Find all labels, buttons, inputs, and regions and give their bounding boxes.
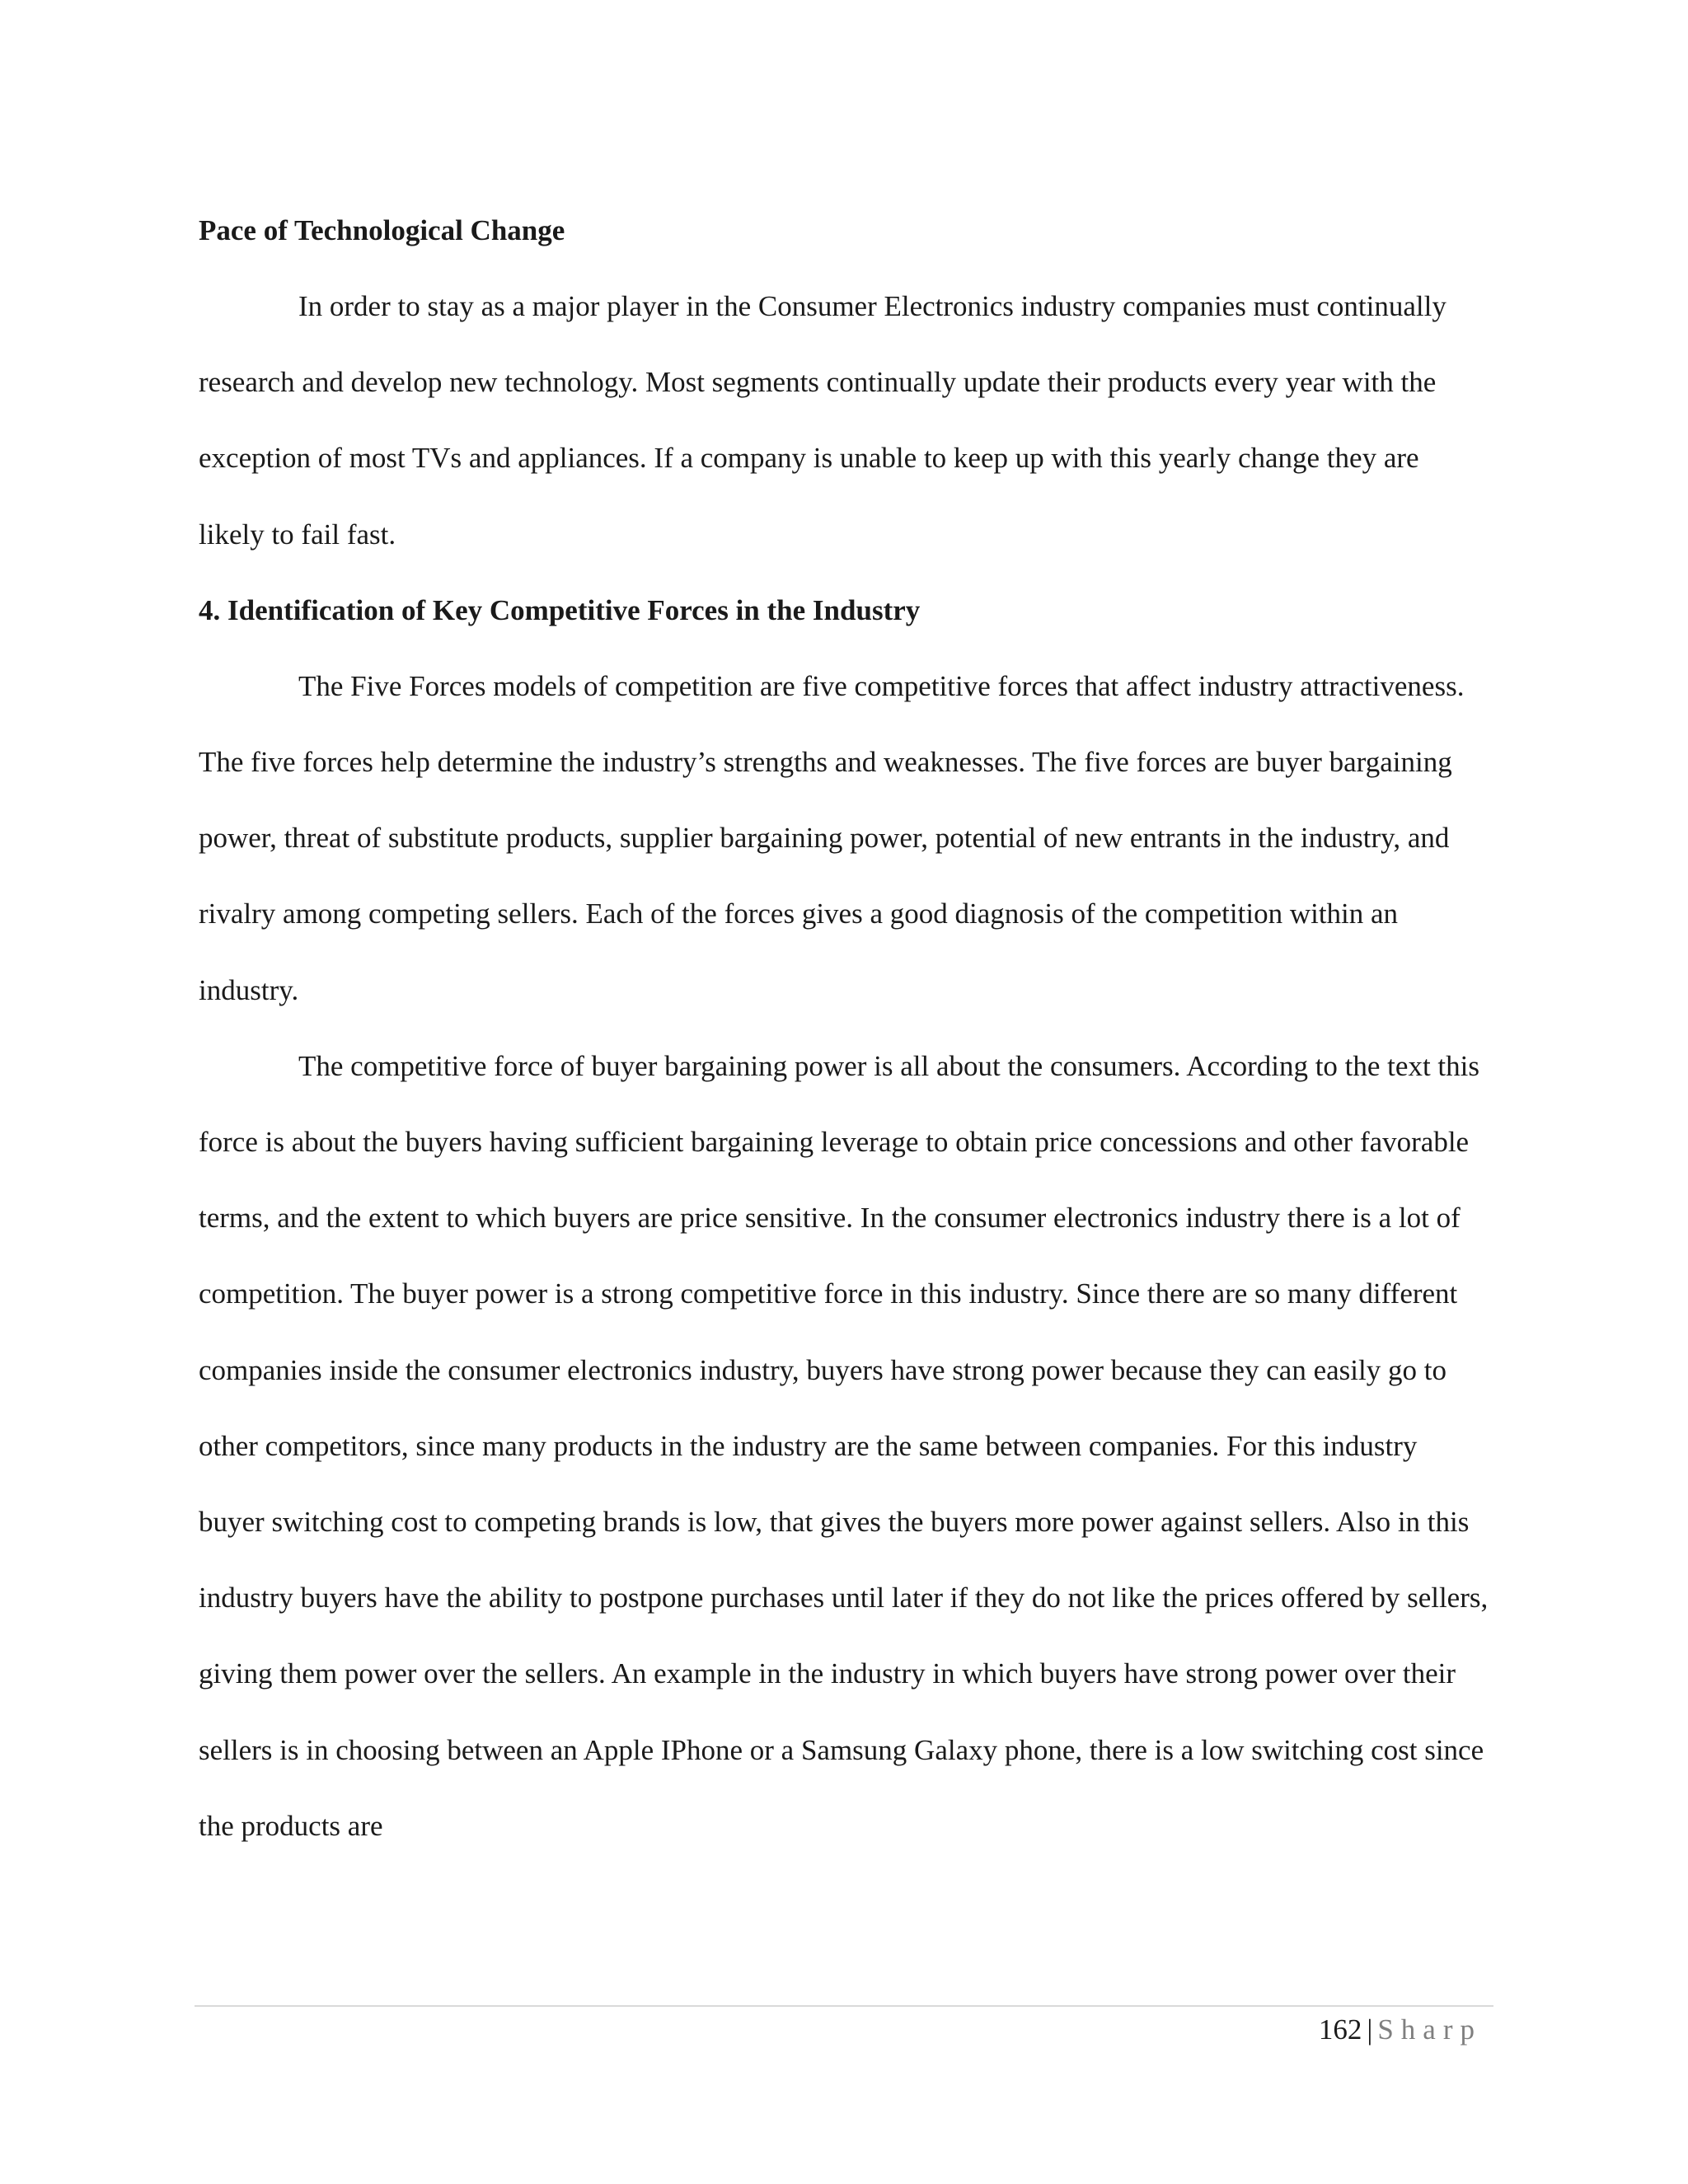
paragraph-five-forces: The Five Forces models of competition are five competitive forces that affect industry attractiveness. The five forces help determine the industry’s strengths and weaknesses. The five forces are buyer bargaining power, threat of substitute products, supplier bargaining power, potential of new entrants in the industry, and rivalry among competing sellers. Each of the forces gives a good diagnosis of the competition within an industry.: [199, 669, 1465, 1006]
paragraph-pace: In order to stay as a major player in the Consumer Electronics industry companies must continually research and develop new technology. Most segments continually update their products every year with the exception of most TVs and appliances. If a company is unable to keep up with this yearly change they are likely to fail fast.: [199, 290, 1447, 551]
page-footer: [1319, 2009, 1482, 2050]
footer-author: Sharp: [1377, 2013, 1482, 2046]
section-heading-pace: Pace of Technological Change: [199, 214, 565, 246]
section-heading-forces: 4. Identification of Key Competitive Forces in the Industry: [199, 593, 921, 626]
footer-separator: |: [1367, 2013, 1373, 2046]
page-number: 162: [1318, 2013, 1362, 2046]
paragraph-buyer-power: The competitive force of buyer bargaining power is all about the consumers. According to the text this force is about the buyers having sufficient bargaining leverage to obtain price concessions and other favorable terms, and the extent to which buyers are price sensitive. In the consumer electronics industry there is a lot of competition. The buyer power is a strong competitive force in this industry. Since there are so many different companies inside the consumer electronics industry, buyers have strong power because they can easily go to other competitors, since many products in the industry are the same between companies. For this industry buyer switching cost to competing brands is low, that gives the buyers more power against sellers. Also in this industry buyers have the ability to postpone purchases until later if they do not like the prices offered by sellers, giving them power over the sellers. An example in the industry in which buyers have strong power over their sellers is in choosing between an Apple IPhone or a Samsung Galaxy phone, there is a low switching cost since the products are: [199, 1049, 1489, 1842]
page-body: [199, 193, 1489, 1864]
footer-divider: [195, 2005, 1493, 2007]
